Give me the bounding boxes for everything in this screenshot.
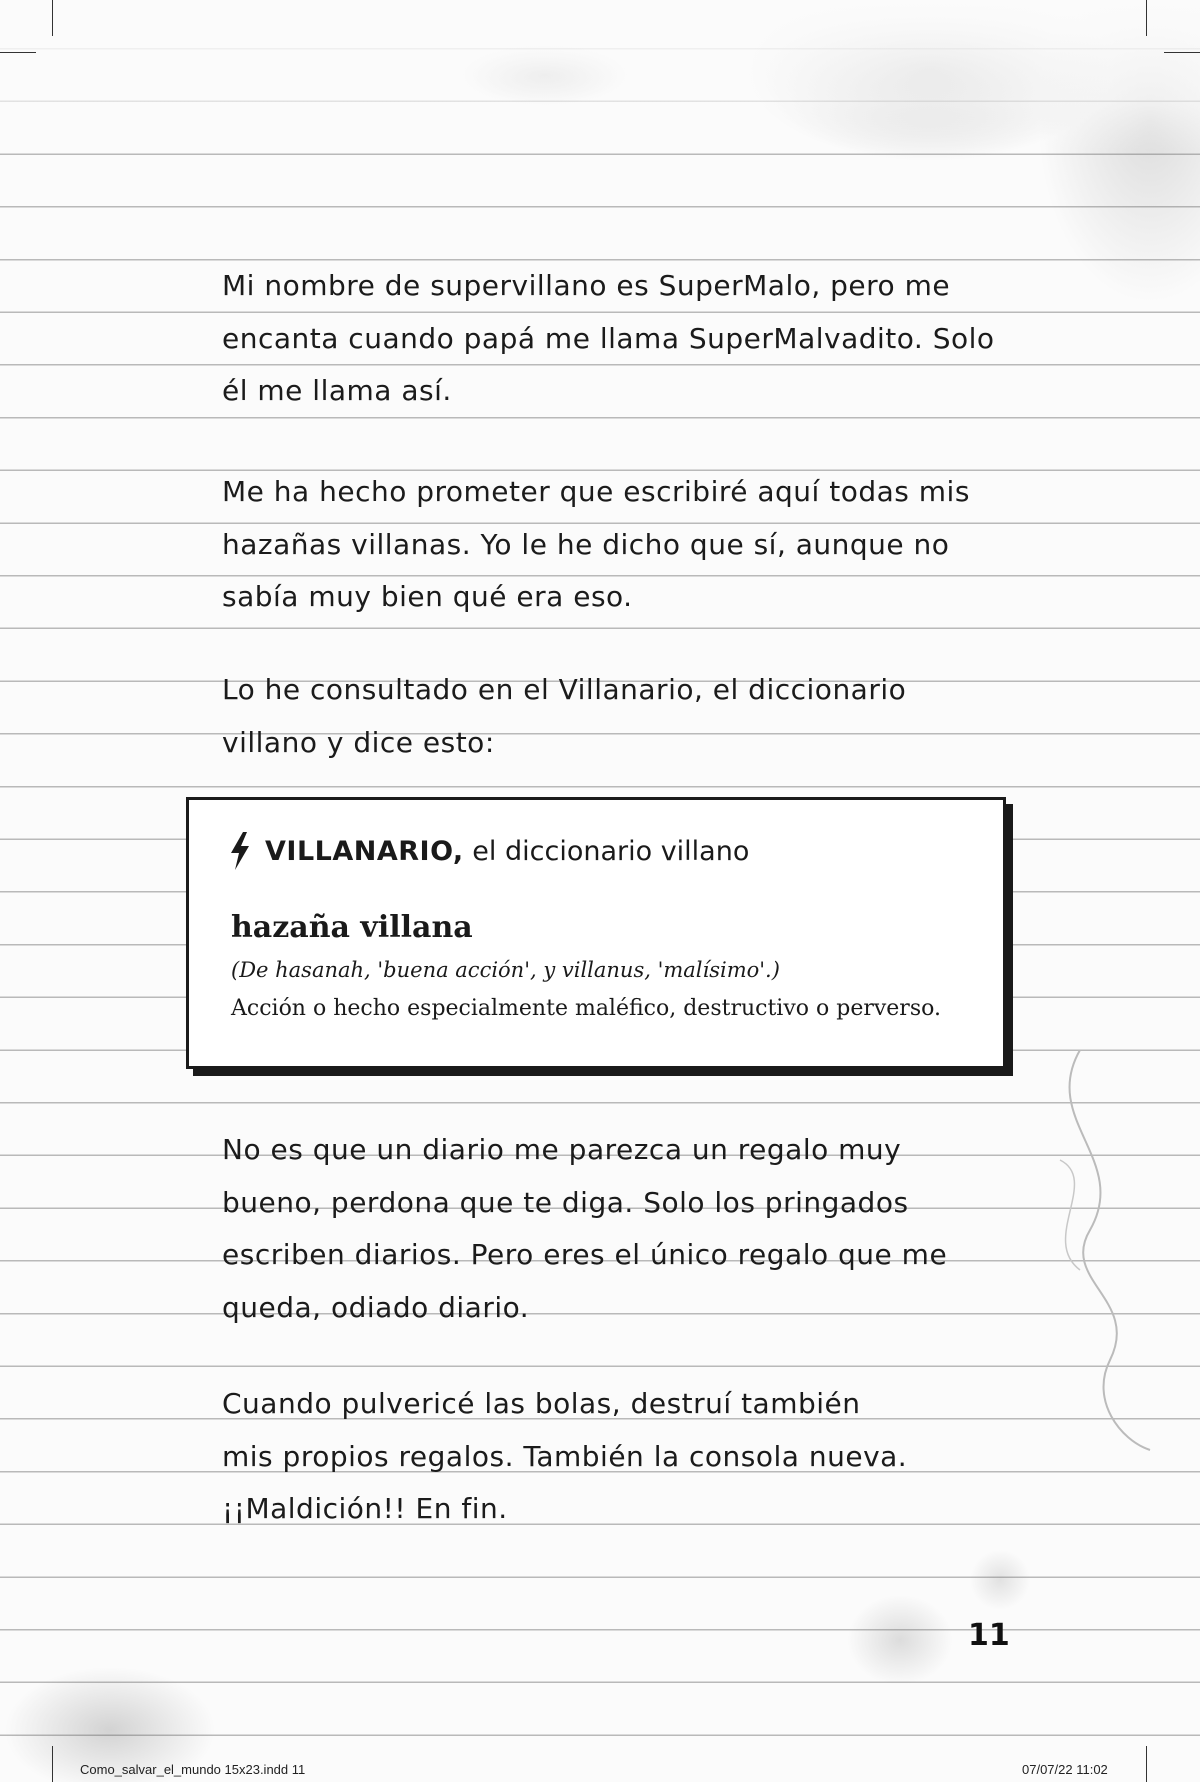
lightning-bolt-icon [229, 832, 251, 870]
dictionary-etymology: (De hasanah, 'buena acción', y villanus, 'malísimo'.) [231, 958, 780, 982]
crop-mark [1146, 0, 1147, 36]
dictionary-subtitle: el diccionario villano [472, 835, 750, 867]
slug-timestamp: 07/07/22 11:02 [1022, 1762, 1108, 1777]
text-line: villano y dice esto: [222, 725, 495, 759]
paragraph [222, 1124, 1022, 1335]
dictionary-box [186, 797, 1006, 1069]
crop-mark [1146, 1746, 1147, 1782]
text-line: encanta cuando papá me llama SuperMalvadito. Solo [222, 321, 995, 355]
crop-mark [0, 52, 36, 53]
paragraph [222, 466, 1022, 624]
text-line: Lo he consultado en el Villanario, el diccionario [222, 673, 907, 706]
dictionary-header [229, 832, 749, 870]
text-line: Me ha hecho prometer que escribiré aquí todas mis [222, 475, 970, 508]
text-line: sabía muy bien qué era eso. [222, 580, 633, 614]
text-line: bueno, perdona que te diga. Solo los pringados [222, 1185, 909, 1219]
text-line: Mi nombre de supervillano es SuperMalo, pero me [222, 269, 951, 302]
paragraph [222, 260, 1022, 418]
page-number: 11 [968, 1618, 1010, 1653]
dictionary-headword: hazaña villana [231, 910, 473, 945]
paragraph [222, 664, 1022, 769]
text-line: escriben diarios. Pero eres el único regalo que me [222, 1238, 948, 1272]
text-line: queda, odiado diario. [222, 1291, 530, 1325]
paragraph [222, 1378, 1022, 1536]
crop-mark [52, 1746, 53, 1782]
text-line: hazañas villanas. Yo le he dicho que sí, aunque no [222, 527, 950, 561]
text-line: ¡¡Maldición!! En fin. [222, 1492, 508, 1526]
crop-mark [52, 0, 53, 36]
dictionary-brand: VILLANARIO, [265, 835, 464, 867]
text-line: Cuando pulvericé las bolas, destruí también [222, 1387, 861, 1420]
slug-filename: Como_salvar_el_mundo 15x23.indd 11 [80, 1762, 306, 1777]
text-line: No es que un diario me parezca un regalo muy [222, 1133, 902, 1166]
top-shading [0, 0, 1200, 150]
dictionary-definition: Acción o hecho especialmente maléfico, destructivo o perverso. [231, 996, 941, 1021]
crop-mark [1164, 52, 1200, 53]
text-line: mis propios regalos. También la consola nueva. [222, 1439, 908, 1473]
pencil-squiggle-decoration [1020, 1040, 1160, 1460]
text-line: él me llama así. [222, 374, 452, 408]
